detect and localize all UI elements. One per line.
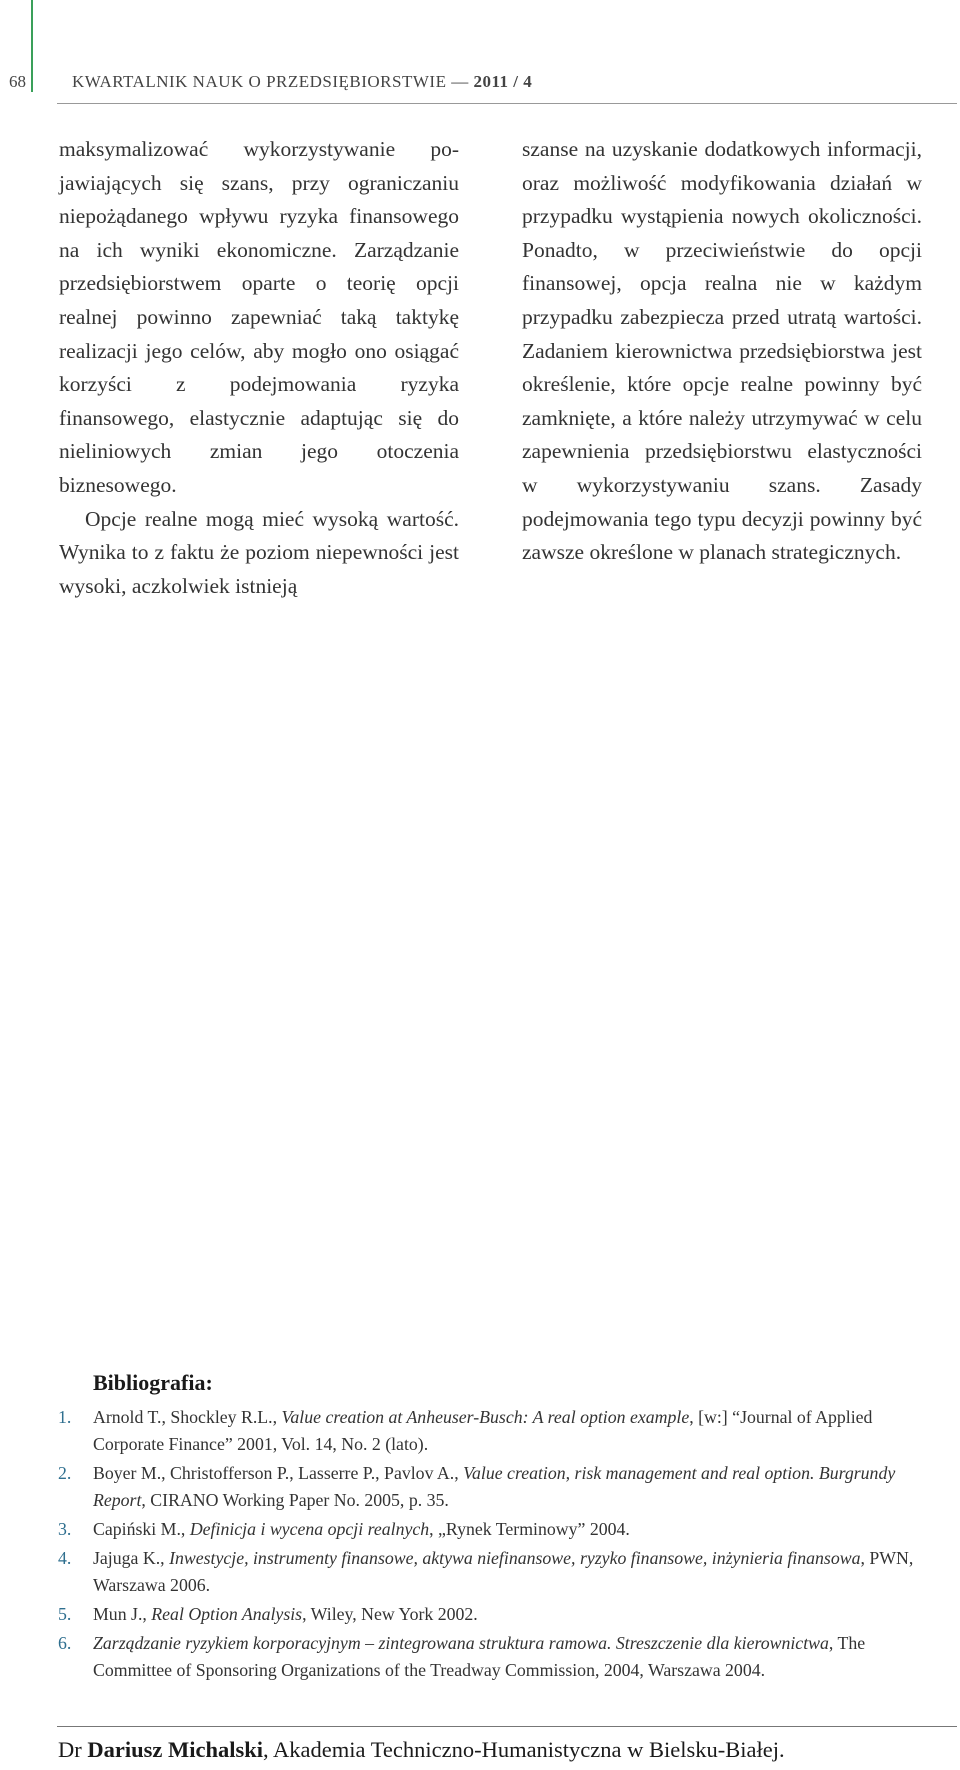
item-number: 3. xyxy=(58,1519,72,1539)
item-title: Inwestycje, instrumenty finansowe, aktywa niefinansowe, ryzyko finansowe, inżynieria finansowa xyxy=(169,1548,861,1568)
running-header xyxy=(72,72,532,92)
right-column xyxy=(522,133,922,570)
bibliography-heading: Bibliografia: xyxy=(93,1370,213,1395)
item-authors: Boyer M., Christofferson P., Lasserre P., Pavlov A., xyxy=(93,1463,464,1483)
margin-accent-line xyxy=(31,0,33,92)
item-authors: Arnold T., Shockley R.L., xyxy=(93,1407,282,1427)
header-rule xyxy=(57,103,957,104)
author-title: Dr xyxy=(58,1737,88,1762)
author-note xyxy=(58,1737,785,1763)
item-authors: Capiński M., xyxy=(93,1519,190,1539)
item-details: , Wiley, New York 2002. xyxy=(302,1604,478,1624)
footer-rule xyxy=(57,1726,957,1727)
bibliography-item xyxy=(58,1630,946,1684)
item-details: , CIRANO Working Paper No. 2005, p. 35. xyxy=(141,1490,449,1510)
item-number: 2. xyxy=(58,1463,72,1483)
item-details: , „Rynek Terminowy” 2004. xyxy=(429,1519,630,1539)
body-paragraph: Opcje realne mogą mieć wysoką wartość. Wynika to z faktu że poziom niepewności jest wysoki, aczkolwiek istnieją xyxy=(59,506,459,598)
item-authors: Jajuga K., xyxy=(93,1548,170,1568)
bibliography xyxy=(58,1368,946,1686)
item-number: 4. xyxy=(58,1548,72,1568)
body-paragraph: szanse na uzyskanie dodatkowych informacji, oraz możliwość modyfikowania działań w przypadku wystąpienia nowych okoliczności. Ponadto, w przeciwieństwie do opcji finansowej, opcja realna nie w każdym przypadku zabezpiecza przed utratą wartości. Zadaniem kierownictwa przedsiębiorstwa jest określenie, które opcje realne powinny być zamknięte, a które należy utrzymywać w celu zapewnienia przedsiębiorstwu elastyczności w wykorzystywaniu szans. Zasady podejmowania tego typu decyzji powinny być zawsze określone w planach strategicznych. xyxy=(522,137,922,565)
item-details: , PWN, Warszawa 2006. xyxy=(93,1548,914,1595)
author-name: Dariusz Michalski xyxy=(87,1737,264,1762)
item-title: Value creation at Anheuser-Busch: A real option example xyxy=(281,1407,690,1427)
item-number: 5. xyxy=(58,1604,72,1624)
bibliography-item xyxy=(58,1601,946,1628)
item-details: , The Committee of Sponsoring Organizations of the Treadway Commission, 2004, Warszawa 2004. xyxy=(93,1633,866,1680)
bibliography-list xyxy=(58,1404,946,1684)
item-details: , [w:] “Journal of Applied Corporate Finance” 2001, Vol. 14, No. 2 (lato). xyxy=(93,1407,873,1454)
bibliography-item xyxy=(58,1404,946,1458)
journal-title: KWARTALNIK NAUK O PRZEDSIĘBIORSTWIE — xyxy=(72,72,474,91)
item-title: Real Option Analysis xyxy=(151,1604,303,1624)
left-column xyxy=(59,133,459,603)
page-number: 68 xyxy=(9,72,26,91)
bibliography-item xyxy=(58,1460,946,1514)
body-paragraph: maksymalizować wykorzystywanie pojawiających się szans, przy ograniczaniu niepożądanego wpływu ryzyka finansowego na ich wyniki ekonomiczne. Zarządzanie przedsiębiorstwem oparte o teorię opcji realnej powinno zapewniać taką taktykę realizacji jego celów, aby mogło ono osiągać korzyści z podejmowania ryzyka finansowego, elastycznie adaptując się do nieliniowych zmian jego otoczenia biznesowego. xyxy=(59,137,459,497)
item-title: Value creation, risk management and real option. Burgrundy Report xyxy=(93,1463,896,1510)
bibliography-item xyxy=(58,1545,946,1599)
author-affiliation: , Akademia Techniczno-Humanistyczna w Bielsku-Białej. xyxy=(263,1737,785,1762)
item-number: 6. xyxy=(58,1633,72,1653)
item-number: 1. xyxy=(58,1407,72,1427)
bibliography-item xyxy=(58,1516,946,1543)
item-title: Definicja i wycena opcji realnych xyxy=(189,1519,430,1539)
item-title: Zarządzanie ryzykiem korporacyjnym – zintegrowana struktura ramowa. Streszczenie dla kierownictwa xyxy=(93,1633,829,1653)
item-authors: Mun J., xyxy=(93,1604,152,1624)
journal-issue: 2011 / 4 xyxy=(473,72,533,91)
